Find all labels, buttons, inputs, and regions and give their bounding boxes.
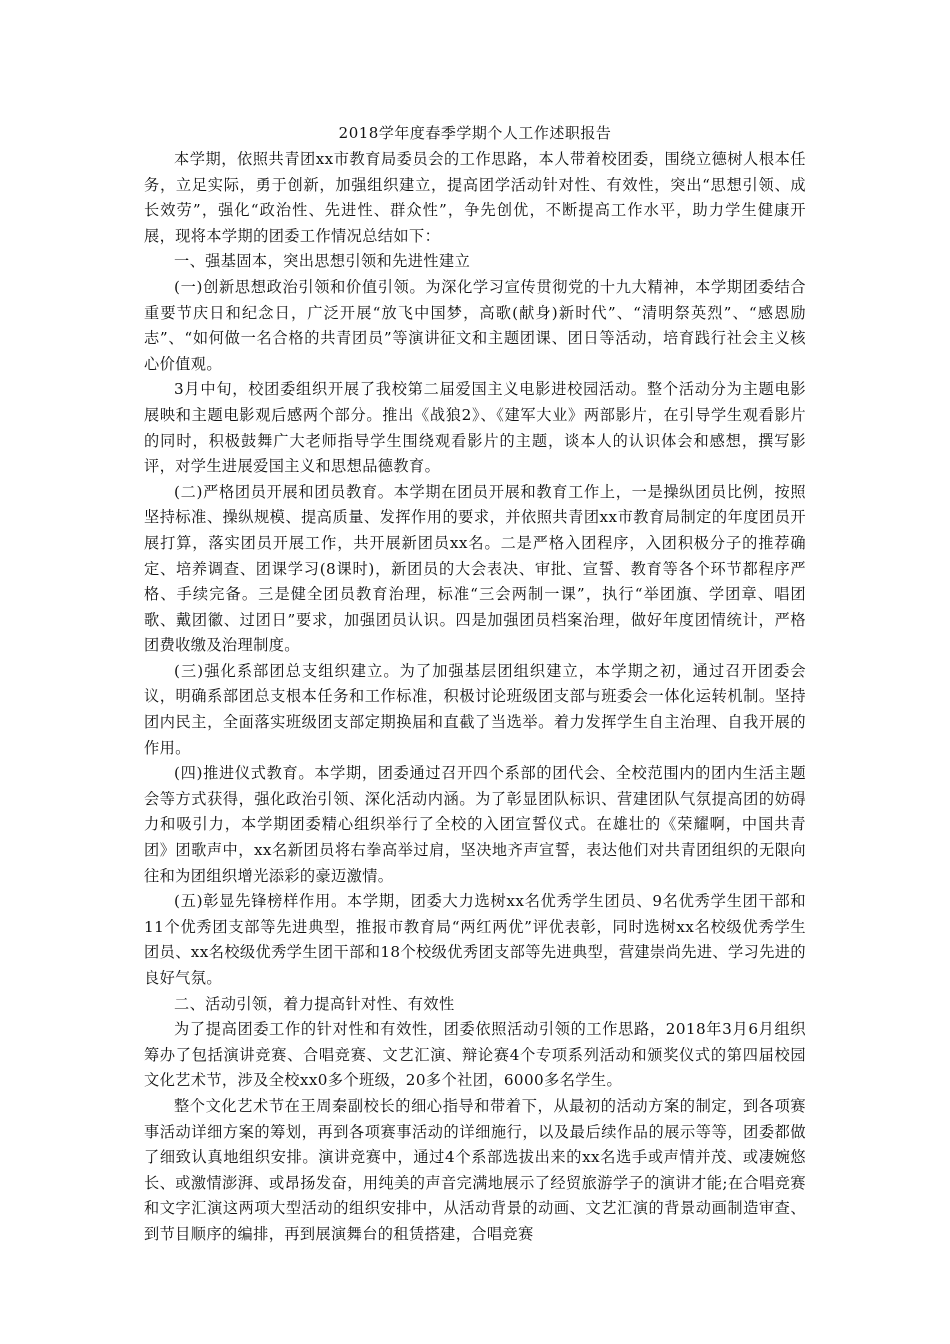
- body-paragraph: (三)强化系部团总支组织建立。为了加强基层团组织建立，本学期之初，通过召开团委会议，明确系部团总支根本任务和工作标准，积极讨论班级团支部与班委会一体化运转机制。坚持团内民主，全面落实班级团支部定期换届和直截了当选举。着力发挥学生自主治理、自我开展的作用。: [144, 661, 806, 757]
- intro-paragraph: 本学期，依照共青团xx市教育局委员会的工作思路，本人带着校团委，围绕立德树人根本任务，立足实际，勇于创新，加强组织建立，提高团学活动针对性、有效性，突出“思想引领、成长效劳”，强化“政治性、先进性、群众性”，争先创优，不断提高工作水平，助力学生健康开展，现将本学期的团委工作情况总结如下：: [144, 150, 806, 245]
- body-paragraph: (五)彰显先锋榜样作用。本学期，团委大力选树xx名优秀学生团员、9名优秀学生团干部和11个优秀团支部等先进典型，推报市教育局“两红两优”评优表彰，同时选树xx名校级优秀学生团员、xx名校级优秀学生团干部和18个校级优秀团支部等先进典型，营建崇尚先进、学习先进的良好气氛。: [144, 892, 806, 987]
- document-title: 2018学年度春季学期个人工作述职报告: [338, 124, 612, 142]
- section-heading-2: 二、活动引领，着力提高针对性、有效性: [174, 994, 455, 1013]
- body-paragraph: (四)推进仪式教育。本学期，团委通过召开四个系部的团代会、全校范围内的团内生活主题会等方式获得，强化政治引领、深化活动内涵。为了彰显团队标识、营建团队气氛提高团的妨碍力和吸引力，本学期团委精心组织举行了全校的入团宣誓仪式。在雄壮的《荣耀啊，中国共青团》团歌声中，xx名新团员将右拳高举过肩，坚决地齐声宣誓，表达他们对共青团组织的无限向往和为团组织增光添彩的豪迈激情。: [144, 764, 806, 885]
- body-paragraph: 整个文化艺术节在王周秦副校长的细心指导和带着下，从最初的活动方案的制定，到各项赛事活动详细方案的筹划，再到各项赛事活动的详细施行，以及最后续作品的展示等等，团委都做了细致认真地组织安排。演讲竞赛中，通过4个系部选拔出来的xx名选手或声情并茂、或凄婉悠长、或激情澎湃、或昂扬发奋，用纯美的声音完满地展示了经贸旅游学子的演讲才能;在合唱竞赛和文字汇演这两项大型活动的组织安排中，从活动背景的动画、文艺汇演的背景动画制造审查、到节目顺序的编排，再到展演舞台的租赁搭建，合唱竞赛: [144, 1096, 806, 1243]
- section-heading-1: 一、强基固本，突出思想引领和先进性建立: [174, 252, 471, 271]
- body-paragraph: (一)创新思想政治引领和价值引领。为深化学习宣传贯彻党的十九大精神，本学期团委结合重要节庆日和纪念日，广泛开展“放飞中国梦，高歌(献身)新时代”、“清明祭英烈”、“感恩励志”、“如何做一名合格的共青团员”等演讲征文和主题团课、团日等活动，培育践行社会主义核心价值观。: [144, 277, 806, 373]
- document-page: [144, 123, 806, 1248]
- body-paragraph: 为了提高团委工作的针对性和有效性，团委依照活动引领的工作思路，2018年3月6月组织筹办了包括演讲竞赛、合唱竞赛、文艺汇演、辩论赛4个专项系列活动和颁奖仪式的第四届校园文化艺术节，涉及全校xx0多个班级，20多个社团，6000多名学生。: [144, 1020, 806, 1090]
- body-paragraph: (二)严格团员开展和团员教育。本学期在团员开展和教育工作上，一是操纵团员比例，按照坚持标准、操纵规模、提高质量、发挥作用的要求，并依照共青团xx市教育局制定的年度团员开展打算，落实团员开展工作，共开展新团员xx名。二是严格入团程序，入团积极分子的推荐确定、培养调查、团课学习(8课时)，新团员的大会表决、审批、宣誓、教育等各个环节都程序严格、手续完备。三是健全团员教育治理，标准“三会两制一课”，执行“举团旗、学团章、唱团歌、戴团徽、过团日”要求，加强团员认识。四是加强团员档案治理，做好年度团情统计，严格团费收缴及治理制度。: [144, 482, 806, 655]
- body-paragraph: 3月中旬，校团委组织开展了我校第二届爱国主义电影进校园活动。整个活动分为主题电影展映和主题电影观后感两个部分。推出《战狼2》、《建军大业》两部影片，在引导学生观看影片的同时，积极鼓舞广大老师指导学生围绕观看影片的主题，谈本人的认识体会和感想，撰写影评，对学生进展爱国主义和思想品德教育。: [144, 380, 806, 476]
